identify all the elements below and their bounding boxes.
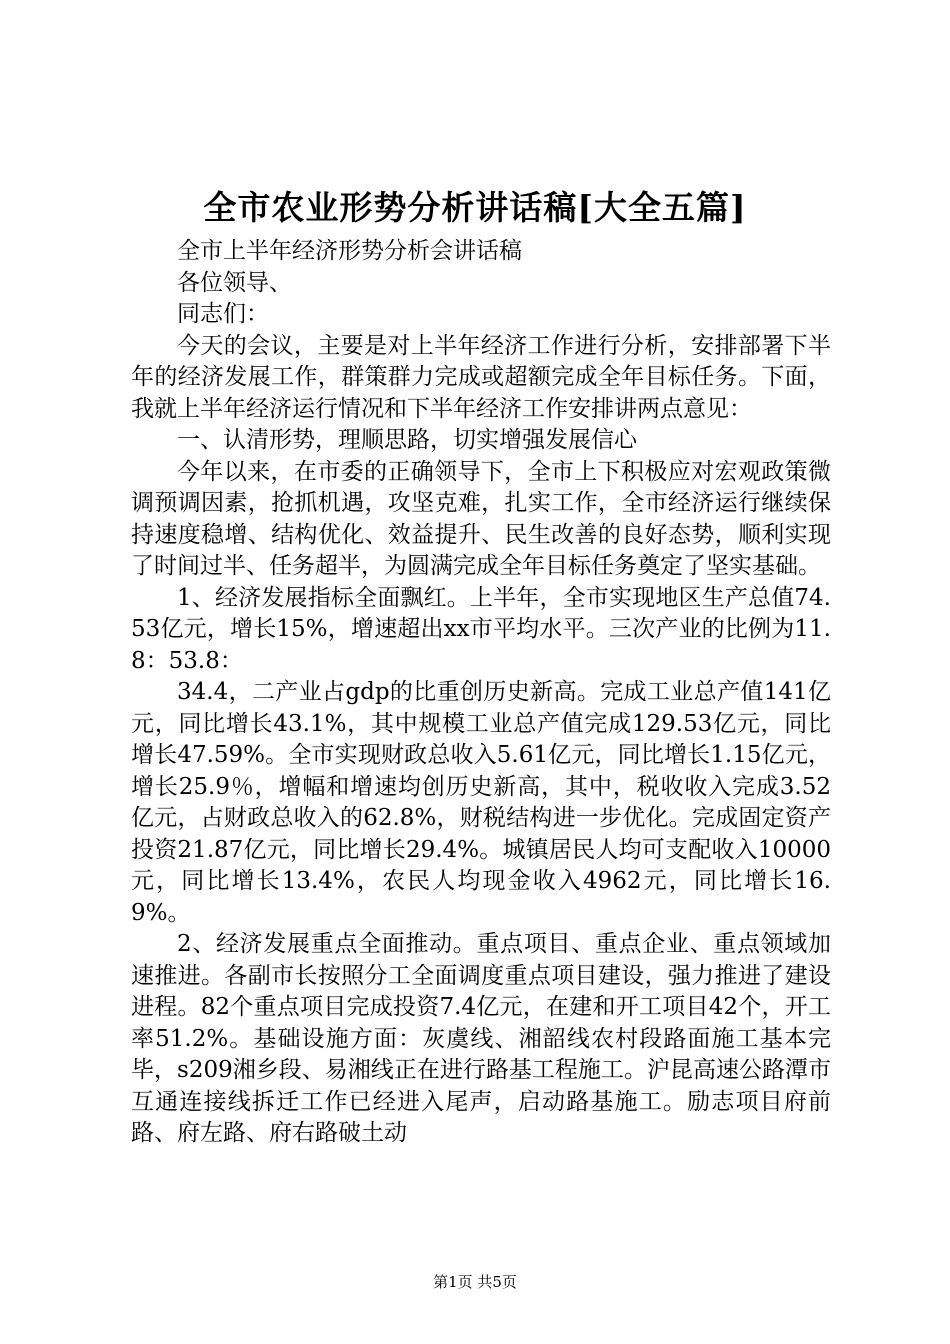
paragraph-point-1-continued: 34.4，二产业占gdp的比重创历史新高。完成工业总产值141亿元，同比增长43.1%，其中规模工业总产值完成129.53亿元，同比增长47.59%。全市实现财政总收入5.61亿元，同比增长1.15亿元，增长25.9％，增幅和增速均创历史新高，其中，税收收入完成3.52亿元，占财政总收入的62.8%，财税结构进一步优化。完成固定资产投资21.87亿元，同比增长29.4%。城镇居民人均可支配收入10000元，同比增长13.4%，农民人均现金收入4962元，同比增长16.9%。 [131, 679, 831, 926]
paragraph-salutation-2: 同志们： [177, 301, 269, 327]
page-number-footer: 第1页 共5页 [433, 1273, 517, 1291]
paragraph-salutation: 各位领导、 [177, 269, 292, 296]
paragraph-subtitle: 全市上半年经济形势分析会讲话稿 [177, 238, 522, 264]
section-heading-1: 一、认清形势，理顺思路，切实增强发展信心 [177, 427, 637, 453]
paragraph-point-1: 1、经济发展指标全面飘红。上半年，全市实现地区生产总值74.53亿元，增长15%，增速超出xx市平均水平。三次产业的比例为11.8：53.8： [131, 584, 831, 674]
paragraph-point-2: 2、经济发展重点全面推动。重点项目、重点企业、重点领域加速推进。各副市长按照分工全面调度重点项目建设，强力推进了建设进程。82个重点项目完成投资7.4亿元，在建和开工项目42个，开工率51.2%。基础设施方面：灰虞线、湘韶线农村段路面施工基本完毕，s209湘乡段、易湘线正在进行路基工程施工。沪昆高速公路潭市互通连接线拆迁工作已经进入尾声，启动路基施工。励志项目府前路、府左路、府右路破土动 [131, 931, 831, 1146]
paragraph-intro: 今天的会议，主要是对上半年经济工作进行分析，安排部署下半年的经济发展工作，群策群力完成或超额完成全年目标任务。下面，我就上半年经济运行情况和下半年经济工作安排讲两点意见： [131, 332, 831, 422]
document-title: 全市农业形势分析讲话稿[大全五篇] [203, 188, 747, 227]
document-body [131, 236, 831, 1150]
paragraph-overview: 今年以来，在市委的正确领导下，全市上下积极应对宏观政策微调预调因素，抢抓机遇，攻坚克难，扎实工作，全市经济运行继续保持速度稳增、结构优化、效益提升、民生改善的良好态势，顺利实现了时间过半、任务超半，为圆满完成全年目标任务奠定了坚实基础。 [131, 458, 831, 579]
